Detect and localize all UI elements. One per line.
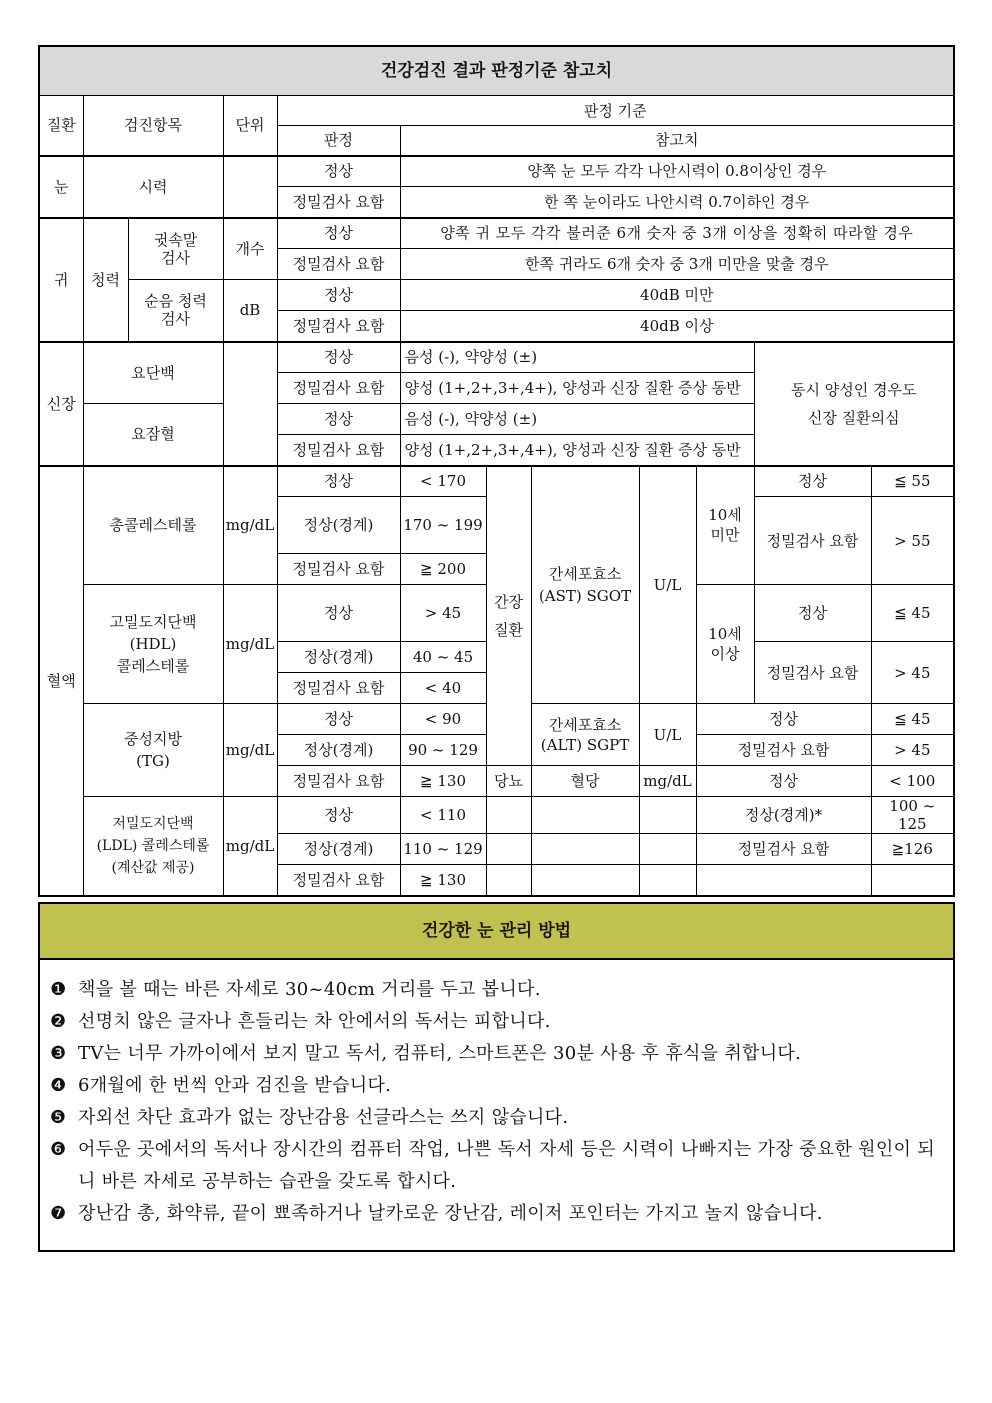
header-unit: 단위 xyxy=(223,96,277,156)
hdl-borderline: 40 ~ 45 xyxy=(400,642,486,673)
ear-whisper-detail-label: 정밀검사 요함 xyxy=(277,249,400,280)
item-number: ❼ xyxy=(50,1203,67,1224)
kidney-blood-normal-ref: 음성 (-), 약양성 (±) xyxy=(400,404,754,435)
diabetes-borderline-label: 정상(경계)* xyxy=(696,797,871,834)
ear-pure-item: 순음 청력 검사 xyxy=(128,280,223,342)
ear-whisper-unit: 개수 xyxy=(223,218,277,280)
ldl-normal: < 110 xyxy=(400,797,486,834)
eye-item: 시력 xyxy=(83,156,223,218)
empty-cell xyxy=(486,797,531,834)
tc-item: 총콜레스테롤 xyxy=(83,466,223,585)
ast-over10-detail: > 45 xyxy=(871,642,954,704)
diabetes-category: 당뇨 xyxy=(486,766,531,797)
empty-cell xyxy=(486,834,531,865)
tc-detail-label: 정밀검사 요함 xyxy=(277,554,400,585)
tc-borderline: 170 ~ 199 xyxy=(400,497,486,554)
kidney-note: 동시 양성인 경우도 신장 질환의심 xyxy=(754,342,954,466)
hdl-detail-label: 정밀검사 요함 xyxy=(277,673,400,704)
ear-whisper-item: 귓속말 검사 xyxy=(128,218,223,280)
kidney-blood-detail-label: 정밀검사 요함 xyxy=(277,435,400,466)
ast-item: 간세포효소 (AST) SGOT xyxy=(531,466,639,704)
ear-sub: 청력 xyxy=(83,218,128,342)
empty-cell xyxy=(639,865,696,896)
ldl-detail: ≧ 130 xyxy=(400,865,486,896)
ldl-unit: mg/dL xyxy=(223,797,277,896)
hdl-unit: mg/dL xyxy=(223,585,277,704)
diabetes-normal-label: 정상 xyxy=(696,766,871,797)
tc-detail: ≧ 200 xyxy=(400,554,486,585)
tg-normal-label: 정상 xyxy=(277,704,400,735)
header-item: 검진항목 xyxy=(83,96,223,156)
list-item xyxy=(50,1198,943,1230)
kidney-unit xyxy=(223,342,277,466)
ast-under10-detail: > 55 xyxy=(871,497,954,585)
tc-normal: < 170 xyxy=(400,466,486,497)
header-judgment: 판정 xyxy=(277,126,400,156)
ear-pure-unit: dB xyxy=(223,280,277,342)
diabetes-detail: ≧126 xyxy=(871,834,954,865)
ast-under10-detail-label: 정밀검사 요함 xyxy=(754,497,871,585)
list-item xyxy=(50,1006,943,1038)
list-item xyxy=(50,1134,943,1198)
tg-item: 중성지방 (TG) xyxy=(83,704,223,797)
ear-pure-normal-ref: 40dB 미만 xyxy=(400,280,954,311)
item-number: ❶ xyxy=(50,979,67,1000)
ear-whisper-normal-ref: 양쪽 귀 모두 각각 불러준 6개 숫자 중 3개 이상을 정확히 따라할 경우 xyxy=(400,218,954,249)
alt-detail-label: 정밀검사 요함 xyxy=(696,735,871,766)
alt-detail: > 45 xyxy=(871,735,954,766)
eye-normal-label: 정상 xyxy=(277,156,400,187)
eye-unit xyxy=(223,156,277,218)
item-text: 장난감 총, 화약류, 끝이 뾰족하거나 날카로운 장난감, 레이저 포인터는 가지고 놀지 않습니다. xyxy=(78,1203,823,1224)
ast-over10-detail-label: 정밀검사 요함 xyxy=(754,642,871,704)
tg-unit: mg/dL xyxy=(223,704,277,797)
kidney-protein-normal-ref: 음성 (-), 약양성 (±) xyxy=(400,342,754,373)
eye-detail-ref: 한 쪽 눈이라도 나안시력 0.7이하인 경우 xyxy=(400,187,954,218)
list-item xyxy=(50,1070,943,1102)
header-disease: 질환 xyxy=(39,96,83,156)
eyecare-list xyxy=(40,960,953,1230)
item-text: TV는 너무 가까이에서 보지 말고 독서, 컴퓨터, 스마트폰은 30분 사용 후 휴식을 취합니다. xyxy=(78,1043,802,1064)
hdl-normal-label: 정상 xyxy=(277,585,400,642)
tg-normal: < 90 xyxy=(400,704,486,735)
header-reference: 참고치 xyxy=(400,126,954,156)
tc-normal-label: 정상 xyxy=(277,466,400,497)
eye-normal-ref: 양쪽 눈 모두 각각 나안시력이 0.8이상인 경우 xyxy=(400,156,954,187)
item-text: 6개월에 한 번씩 안과 검진을 받습니다. xyxy=(78,1075,392,1096)
alt-normal: ≦ 45 xyxy=(871,704,954,735)
diabetes-unit: mg/dL xyxy=(639,766,696,797)
empty-cell xyxy=(531,865,639,896)
tg-borderline: 90 ~ 129 xyxy=(400,735,486,766)
item-text: 어두운 곳에서의 독서나 장시간의 컴퓨터 작업, 나쁜 독서 자세 등은 시력이 나빠지는 가장 중요한 원인이 되니 바른 자세로 공부하는 습관을 갖도록 합시다. xyxy=(78,1139,935,1192)
blood-category: 혈액 xyxy=(39,466,83,896)
tg-borderline-label: 정상(경계) xyxy=(277,735,400,766)
list-item xyxy=(50,974,943,1006)
empty-cell xyxy=(531,834,639,865)
item-text: 선명치 않은 글자나 흔들리는 차 안에서의 독서는 피합니다. xyxy=(78,1011,551,1032)
liver-category: 간장 질환 xyxy=(486,466,531,766)
criteria-table xyxy=(38,45,955,897)
item-number: ❸ xyxy=(50,1043,67,1064)
ast-under10-normal-label: 정상 xyxy=(754,466,871,497)
empty-cell xyxy=(486,865,531,896)
kidney-blood-detail-ref: 양성 (1+,2+,3+,4+), 양성과 신장 질환 증상 동반 xyxy=(400,435,754,466)
ldl-borderline: 110 ~ 129 xyxy=(400,834,486,865)
eyecare-box xyxy=(38,902,955,1252)
item-text: 책을 볼 때는 바른 자세로 30~40cm 거리를 두고 봅니다. xyxy=(78,979,541,1000)
item-number: ❻ xyxy=(50,1139,67,1160)
header-criteria: 판정 기준 xyxy=(277,96,954,126)
ear-category: 귀 xyxy=(39,218,83,342)
empty-cell xyxy=(639,797,696,834)
tc-unit: mg/dL xyxy=(223,466,277,585)
kidney-protein-normal-label: 정상 xyxy=(277,342,400,373)
ast-over10-normal: ≦ 45 xyxy=(871,585,954,642)
diabetes-normal: < 100 xyxy=(871,766,954,797)
item-number: ❹ xyxy=(50,1075,67,1096)
hdl-detail: < 40 xyxy=(400,673,486,704)
eye-detail-label: 정밀검사 요함 xyxy=(277,187,400,218)
diabetes-borderline: 100 ~ 125 xyxy=(871,797,954,834)
list-item xyxy=(50,1038,943,1070)
ldl-item: 저밀도지단백 (LDL) 콜레스테롤 (계산값 제공) xyxy=(83,797,223,896)
empty-cell xyxy=(696,865,871,896)
empty-cell xyxy=(531,797,639,834)
kidney-category: 신장 xyxy=(39,342,83,466)
ear-pure-detail-label: 정밀검사 요함 xyxy=(277,311,400,342)
tg-detail: ≧ 130 xyxy=(400,766,486,797)
hdl-item: 고밀도지단백 (HDL) 콜레스테롤 xyxy=(83,585,223,704)
eyecare-title: 건강한 눈 관리 방법 xyxy=(40,904,953,960)
list-item xyxy=(50,1102,943,1134)
alt-item: 간세포효소 (ALT) SGPT xyxy=(531,704,639,766)
ear-whisper-normal-label: 정상 xyxy=(277,218,400,249)
diabetes-detail-label: 정밀검사 요함 xyxy=(696,834,871,865)
ast-under10-normal: ≦ 55 xyxy=(871,466,954,497)
ast-over10-age: 10세 이상 xyxy=(696,585,754,704)
kidney-protein-detail-ref: 양성 (1+,2+,3+,4+), 양성과 신장 질환 증상 동반 xyxy=(400,373,754,404)
alt-unit: U/L xyxy=(639,704,696,766)
ear-pure-detail-ref: 40dB 이상 xyxy=(400,311,954,342)
hdl-borderline-label: 정상(경계) xyxy=(277,642,400,673)
diabetes-item: 혈당 xyxy=(531,766,639,797)
ear-whisper-detail-ref: 한쪽 귀라도 6개 숫자 중 3개 미만을 맞출 경우 xyxy=(400,249,954,280)
item-text: 자외선 차단 효과가 없는 장난감용 선글라스는 쓰지 않습니다. xyxy=(78,1107,569,1128)
ldl-borderline-label: 정상(경계) xyxy=(277,834,400,865)
alt-normal-label: 정상 xyxy=(696,704,871,735)
kidney-blood-item: 요잠혈 xyxy=(83,404,223,466)
empty-cell xyxy=(639,834,696,865)
item-number: ❺ xyxy=(50,1107,67,1128)
kidney-protein-detail-label: 정밀검사 요함 xyxy=(277,373,400,404)
ast-over10-normal-label: 정상 xyxy=(754,585,871,642)
item-number: ❷ xyxy=(50,1011,67,1032)
tc-borderline-label: 정상(경계) xyxy=(277,497,400,554)
ldl-detail-label: 정밀검사 요함 xyxy=(277,865,400,896)
tg-detail-label: 정밀검사 요함 xyxy=(277,766,400,797)
ear-pure-normal-label: 정상 xyxy=(277,280,400,311)
empty-cell xyxy=(871,865,954,896)
kidney-blood-normal-label: 정상 xyxy=(277,404,400,435)
hdl-normal: > 45 xyxy=(400,585,486,642)
eye-category: 눈 xyxy=(39,156,83,218)
table-title: 건강검진 결과 판정기준 참고치 xyxy=(39,46,954,96)
kidney-protein-item: 요단백 xyxy=(83,342,223,404)
ast-under10-age: 10세 미만 xyxy=(696,466,754,585)
ast-unit: U/L xyxy=(639,466,696,704)
ldl-normal-label: 정상 xyxy=(277,797,400,834)
